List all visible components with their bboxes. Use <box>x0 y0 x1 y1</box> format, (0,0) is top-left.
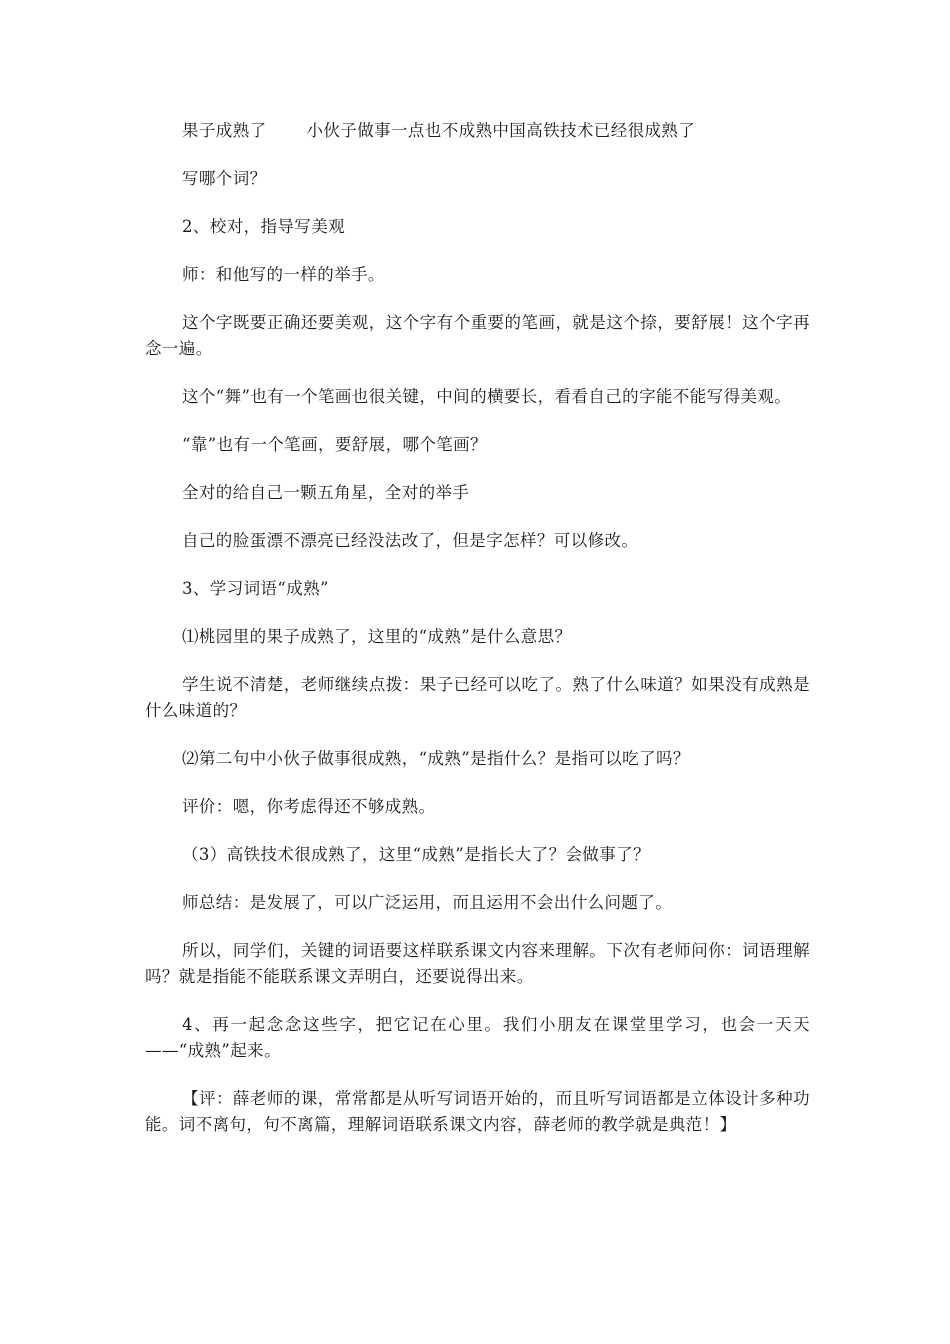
section-heading: 4、再一起念念这些字，把它记在心里。我们小朋友在课堂里学习，也会一天天——“成熟”起来。 <box>145 1015 810 1060</box>
section-heading: 3、学习词语“成熟” <box>182 579 329 598</box>
paragraph: 师：和他写的一样的举手。 <box>182 265 385 284</box>
document-body <box>145 118 810 1160</box>
example-fruit-ripe: 果子成熟了 <box>182 121 267 140</box>
comment-paragraph: 【评：薛老师的课，常常都是从听写词语开始的，而且听写词语都是立体设计多种功能。词不离句，句不离篇，理解词语联系课文内容，薛老师的教学就是典范！】 <box>145 1089 810 1134</box>
paragraph: 全对的给自己一颗五角星，全对的举手 <box>182 483 470 502</box>
example-sentences: 小伙子做事一点也不成熟中国高铁技术已经很成熟了 <box>306 121 696 140</box>
paragraph: （3）高铁技术很成熟了，这里“成熟”是指长大了？会做事了？ <box>182 845 650 864</box>
paragraph: “靠”也有一个笔画，要舒展，哪个笔画？ <box>182 435 487 454</box>
paragraph: ⑵第二句中小伙子做事很成熟，“成熟”是指什么？是指可以吃了吗？ <box>182 749 690 768</box>
paragraph: 这个“舞”也有一个笔画也很关键，中间的横要长，看看自己的字能不能写得美观。 <box>182 387 792 406</box>
section-heading: 2、校对，指导写美观 <box>182 217 345 236</box>
paragraph: 写哪个词？ <box>182 169 267 188</box>
paragraph-examples <box>145 118 810 144</box>
paragraph: 师总结：是发展了，可以广泛运用，而且运用不会出什么问题了。 <box>182 893 673 912</box>
paragraph: 评价：嗯，你考虑得还不够成熟。 <box>182 797 436 816</box>
paragraph: 学生说不清楚，老师继续点拨：果子已经可以吃了。熟了什么味道？如果没有成熟是什么味道的？ <box>145 675 810 720</box>
paragraph: 自己的脸蛋漂不漂亮已经没法改了，但是字怎样？可以修改。 <box>182 531 639 550</box>
paragraph: 所以，同学们，关键的词语要这样联系课文内容来理解。下次有老师问你：词语理解吗？就是指能不能联系课文弄明白，还要说得出来。 <box>145 941 810 986</box>
paragraph: ⑴桃园里的果子成熟了，这里的“成熟”是什么意思？ <box>182 627 572 646</box>
paragraph: 这个字既要正确还要美观，这个字有个重要的笔画，就是这个捺，要舒展！这个字再念一遍。 <box>145 313 810 358</box>
